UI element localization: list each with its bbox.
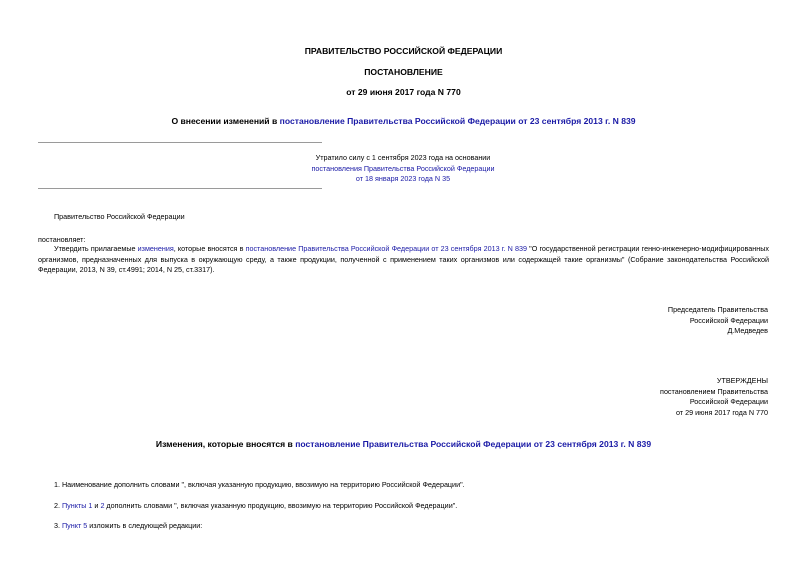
approval-org: Российской Федерации <box>689 397 768 407</box>
repeal-notice-text: Утратило силу с 1 сентября 2023 года на основании <box>315 153 491 162</box>
divider-top <box>38 142 322 143</box>
signature-org: Российской Федерации <box>689 315 768 325</box>
document-title-prefix: О внесении изменений в <box>171 116 280 126</box>
repeal-notice <box>250 153 556 185</box>
document-date-number: от 29 июня 2017 года N 770 <box>346 87 461 97</box>
changes-title <box>0 439 807 449</box>
point-5-link[interactable]: Пункт 5 <box>62 521 88 530</box>
list-item-2-number: 2. <box>54 501 62 510</box>
repeal-notice-link-date[interactable]: от 18 января 2023 года N 35 <box>355 174 451 184</box>
government-heading: ПРАВИТЕЛЬСТВО РОССИЙСКОЙ ФЕДЕРАЦИИ <box>304 46 503 56</box>
main-paragraph-text-b: , которые вносятся в <box>173 244 246 253</box>
main-paragraph <box>38 244 769 276</box>
list-item-3-number: 3. <box>54 521 62 530</box>
signature-name: Д.Медведев <box>727 326 768 336</box>
list-item-3-text: изложить в следующей редакции: <box>87 521 203 530</box>
decides-text: постановляет: <box>38 235 86 244</box>
list-item-2-and: и <box>92 501 101 510</box>
signature-block <box>500 305 768 337</box>
changes-link[interactable]: изменения <box>137 244 174 253</box>
point-2-link[interactable]: 2 <box>100 501 105 510</box>
signature-position: Председатель Правительства <box>667 305 768 314</box>
approval-by: постановлением Правительства <box>660 386 768 396</box>
main-paragraph-text-c: "О государственной регистрации генно-инженерно-модифицированных организмов, предназначенных для выпуска в окружающую среду, а также продукции, полученной с применением таких организмов или содержащей такие организмы" (Собрание законодательства Российской Федерации, 2013, N 39, ст.4991; 2014, N 25, ст.3317). <box>38 244 769 275</box>
approval-block <box>500 376 768 418</box>
document-type: ПОСТАНОВЛЕНИЕ <box>364 67 443 77</box>
main-paragraph-text-a: Утвердить прилагаемые <box>54 244 138 253</box>
divider-bottom <box>38 188 322 189</box>
approval-date: от 29 июня 2017 года N 770 <box>675 407 768 417</box>
points-1-link[interactable]: Пункты 1 <box>62 501 93 510</box>
repeal-notice-link-act[interactable]: постановления Правительства Российской Федерации <box>311 163 495 173</box>
changes-title-link[interactable]: постановление Правительства Российской Федерации от 23 сентября 2013 г. N 839 <box>295 439 652 449</box>
approval-heading: УТВЕРЖДЕНЫ <box>716 376 768 385</box>
document-title-link[interactable]: постановление Правительства Российской Федерации от 23 сентября 2013 г. N 839 <box>279 116 636 126</box>
list-item-1: 1. Наименование дополнить словами ", включая указанную продукцию, ввозимую на территорию Российской Федерации". <box>54 480 465 489</box>
list-item-3 <box>54 521 202 532</box>
list-item-2 <box>54 501 457 512</box>
resolution-839-link[interactable]: постановление Правительства Российской Федерации от 23 сентября 2013 г. N 839 <box>245 244 528 253</box>
document-title <box>0 116 807 126</box>
intro-text: Правительство Российской Федерации <box>54 212 185 221</box>
changes-title-prefix: Изменения, которые вносятся в <box>155 439 296 449</box>
list-item-2-text: дополнить словами ", включая указанную продукцию, ввозимую на территорию Российской Федерации". <box>104 501 458 510</box>
